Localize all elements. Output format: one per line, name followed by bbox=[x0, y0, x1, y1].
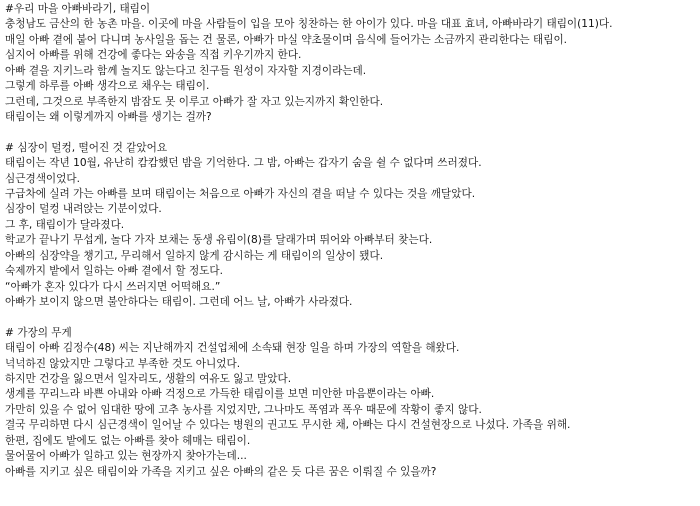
paragraph-line: 심근경색이었다. bbox=[5, 172, 81, 185]
paragraph-line: 생계를 꾸리느라 바쁜 아내와 아빠 걱정으로 가득한 태림이를 보면 미안한 마음뿐이라는 아빠. bbox=[5, 388, 435, 401]
paragraph-line: 한편, 집에도 밭에도 없는 아빠를 찾아 헤매는 태림이. bbox=[5, 434, 251, 447]
paragraph-line: 아빠 곁을 지키느라 함께 놀지도 않는다고 친구들 원성이 자자할 지경이라는데. bbox=[5, 64, 367, 77]
paragraph-line: 심장이 덜컹 내려앉는 기분이었다. bbox=[5, 203, 162, 216]
paragraph-line: 숙제까지 밭에서 일하는 아빠 곁에서 할 정도다. bbox=[5, 265, 224, 278]
paragraph-line: 그렇게 하루를 아빠 생각으로 채우는 태림이. bbox=[5, 80, 210, 93]
paragraph-line: 매일 아빠 곁에 붙어 다니며 농사일을 돕는 건 물론, 아빠가 마실 약초물이며 음식에 들어가는 소금까지 관리한다는 태림이. bbox=[5, 33, 568, 46]
section-village-daughter bbox=[5, 2, 700, 126]
paragraph-line: 충청남도 금산의 한 농촌 마을. 이곳에 마을 사람들이 입을 모아 칭찬하는 한 아이가 있다. 마을 대표 효녀, 아빠바라기 태림이(11)다. bbox=[5, 18, 613, 31]
paragraph-line: 태림이는 작년 10월, 유난히 캄캄했던 밤을 기억한다. 그 밤, 아빠는 갑자기 숨을 쉴 수 없다며 쓰러졌다. bbox=[5, 157, 482, 170]
paragraph-line: 아빠를 지키고 싶은 태림이와 가족을 지키고 싶은 아빠의 같은 듯 다른 꿈은 이뤄질 수 있을까? bbox=[5, 465, 437, 478]
paragraph-line: 태림이는 왜 이렇게까지 아빠를 생기는 걸까? bbox=[5, 111, 212, 124]
paragraph-line: 그런데, 그것으로 부족한지 밤잠도 못 이루고 아빠가 잘 자고 있는지까지 확인한다. bbox=[5, 95, 384, 108]
section-weight-of-head bbox=[5, 326, 700, 481]
section-heading: # 심장이 덜컹, 떨어진 것 같았어요 bbox=[5, 141, 168, 154]
quote-line: “아빠가 혼자 있다가 다시 쓰러지면 어떡해요.” bbox=[5, 280, 221, 293]
paragraph-line: 태림이 아빠 김정수(48) 씨는 지난해까지 건설업체에 소속돼 현장 일을 하며 가장의 역할을 해왔다. bbox=[5, 342, 460, 355]
paragraph-line: 물어물어 아빠가 일하고 있는 현장까지 찾아가는데... bbox=[5, 450, 247, 463]
section-heart-dropped bbox=[5, 141, 700, 311]
paragraph-line: 아빠의 심장약을 챙기고, 무리해서 일하지 않게 감시하는 게 태림이의 일상이 됐다. bbox=[5, 249, 384, 262]
paragraph-line: 하지만 건강을 잃으면서 일자리도, 생활의 여유도 잃고 말았다. bbox=[5, 372, 292, 385]
paragraph-line: 그 후, 태림이가 달라졌다. bbox=[5, 218, 125, 231]
paragraph-line: 아빠가 보이지 않으면 불안하다는 태림이. 그런데 어느 날, 아빠가 사라졌다. bbox=[5, 296, 353, 309]
paragraph-line: 학교가 끝나기 무섭게, 놀다 가자 보채는 동생 유림이(8)를 달래가며 뛰어와 아빠부터 찾는다. bbox=[5, 234, 433, 247]
paragraph-line: 가만히 있을 수 없어 임대한 땅에 고추 농사를 지었지만, 그나마도 폭염과 폭우 때문에 작황이 좋지 않다. bbox=[5, 403, 482, 416]
paragraph-line: 넉넉하진 않았지만 그렇다고 부족한 것도 아니었다. bbox=[5, 357, 241, 370]
paragraph-line: 심지어 아빠를 위해 건강에 좋다는 와송을 직접 키우기까지 한다. bbox=[5, 49, 302, 62]
section-heading: #우리 마을 아빠바라기, 태림이 bbox=[5, 3, 151, 15]
section-heading: # 가장의 무게 bbox=[5, 326, 72, 339]
paragraph-line: 결국 무리하면 다시 심근경색이 일어날 수 있다는 병원의 권고도 무시한 채, 아빠는 다시 건설현장으로 나섰다. 가족을 위해. bbox=[5, 419, 571, 432]
paragraph-line: 구급차에 실려 가는 아빠를 보며 태림이는 처음으로 아빠가 자신의 곁을 떠날 수 있다는 것을 깨달았다. bbox=[5, 187, 476, 200]
